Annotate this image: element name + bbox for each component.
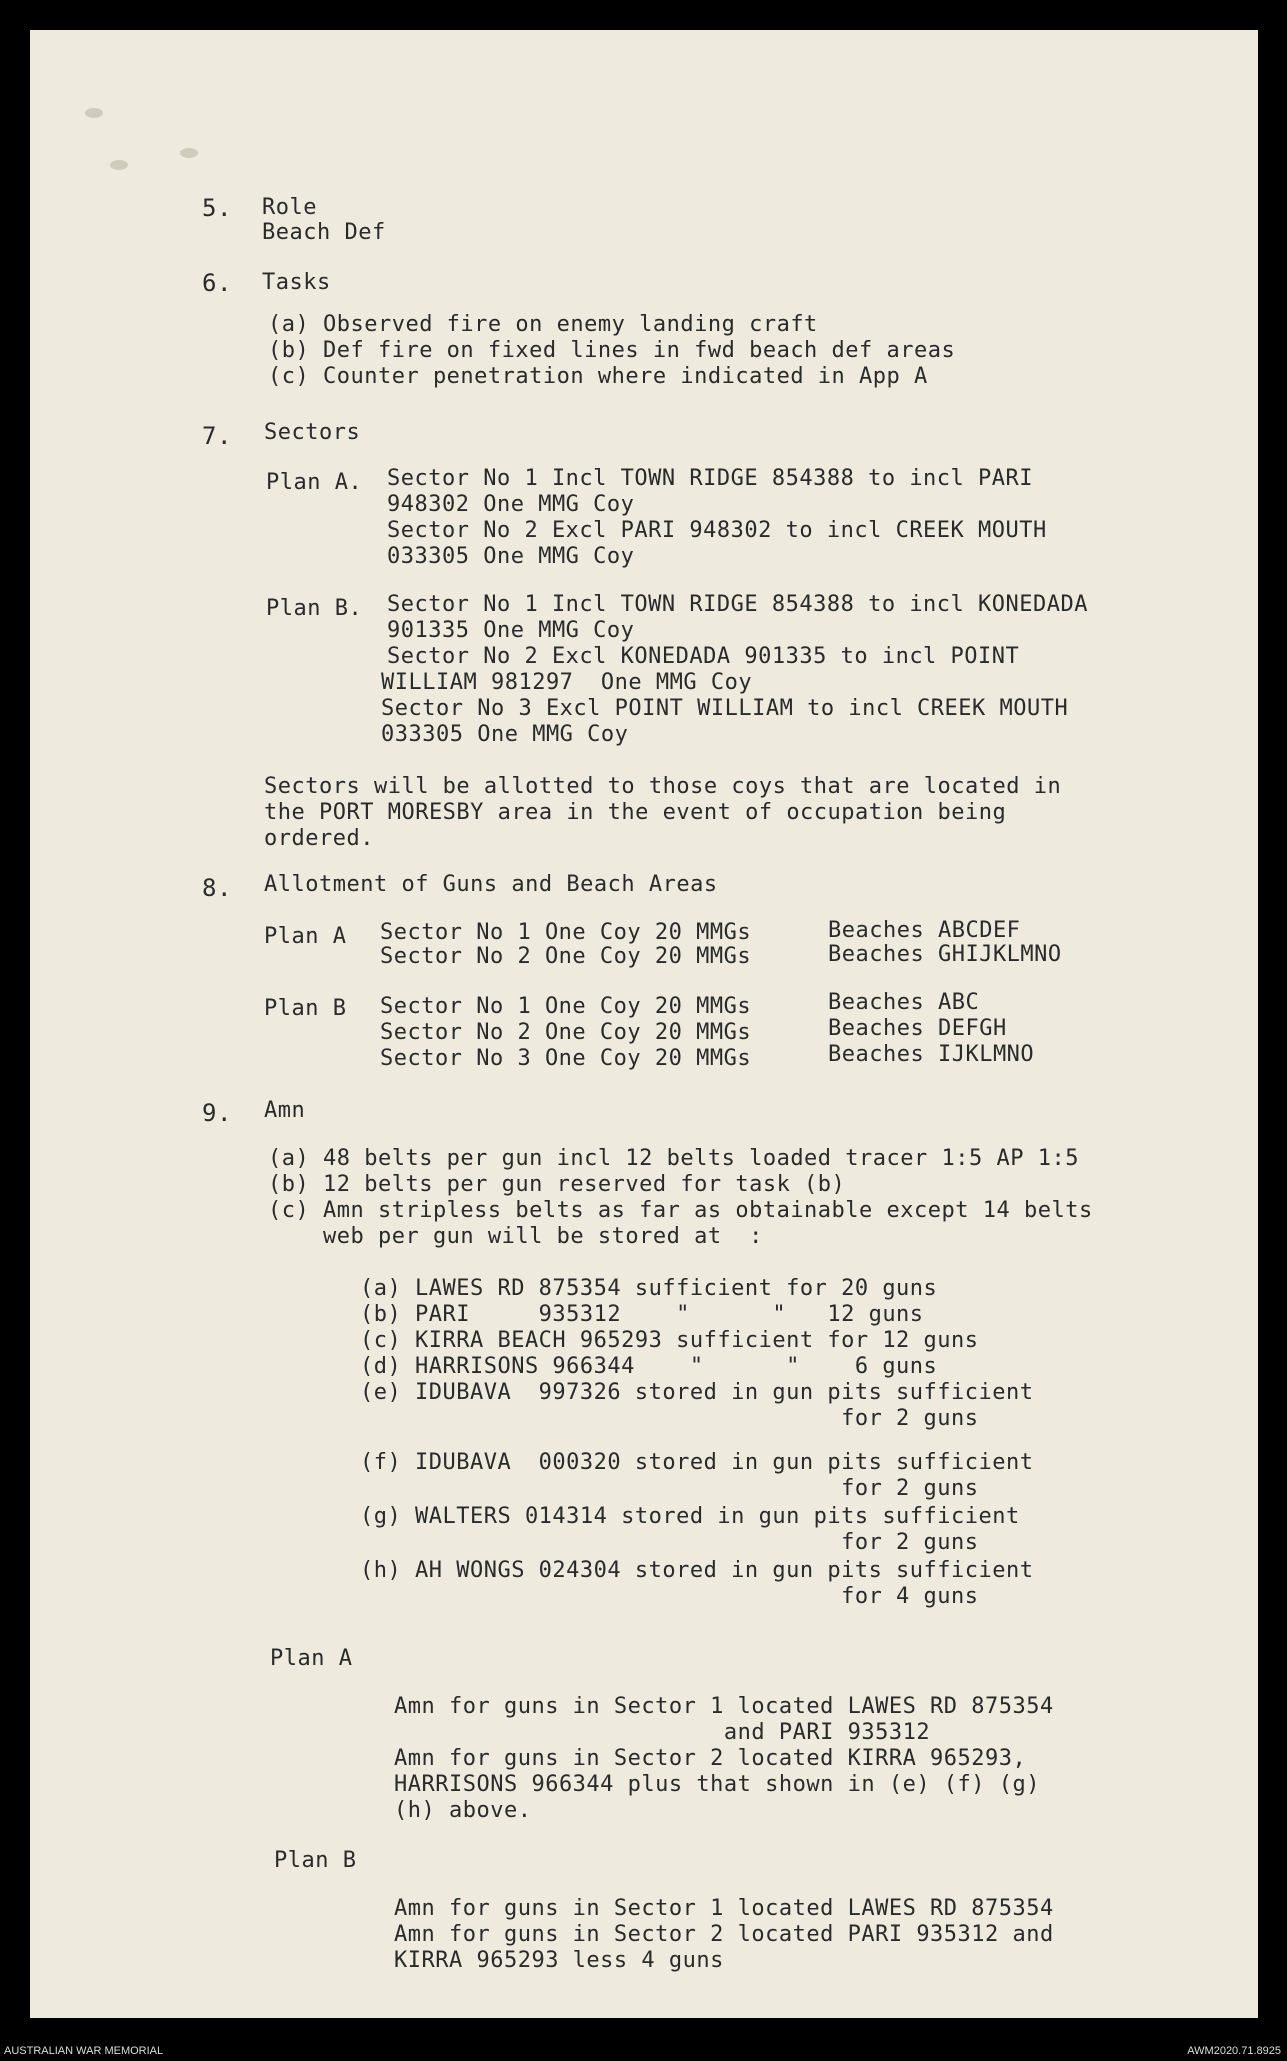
section-5-subtitle: Beach Def — [262, 220, 386, 245]
sectors-plan-a-label: Plan A. — [266, 470, 363, 495]
section-5-title: Role — [262, 195, 317, 220]
amn-plan-a-line: and PARI 935312 — [394, 1720, 931, 1745]
section-8-number: 8. — [202, 874, 232, 902]
allotment-row-beaches: Beaches ABCDEF — [828, 918, 1021, 943]
allotment-row-beaches: Beaches GHIJKLMNO — [828, 942, 1062, 967]
allotment-row-beaches: Beaches DEFGH — [828, 1016, 1007, 1041]
allotment-row-beaches: Beaches ABC — [828, 990, 980, 1015]
task-item: (b) Def fire on fixed lines in fwd beach def areas — [268, 338, 956, 363]
paper-mark — [110, 160, 128, 170]
footer-accession-number: AWM2020.71.8925 — [1187, 2045, 1281, 2057]
task-item: (a) Observed fire on enemy landing craft — [268, 312, 818, 337]
amn-store-line: (c) KIRRA BEACH 965293 sufficient for 12 guns — [360, 1328, 979, 1353]
allotment-row-sector: Sector No 1 One Coy 20 MMGs — [380, 920, 752, 945]
section-9-title: Amn — [264, 1098, 306, 1123]
allotment-plan-b-label: Plan B — [264, 996, 347, 1021]
footer-credit: AUSTRALIAN WAR MEMORIAL — [4, 2045, 164, 2057]
section-7-number: 7. — [202, 422, 232, 450]
allotment-row-sector: Sector No 2 One Coy 20 MMGs — [380, 1020, 752, 1045]
sectors-plan-b-line: 033305 One MMG Coy — [381, 722, 629, 747]
sectors-plan-a-line: Sector No 1 Incl TOWN RIDGE 854388 to incl PARI — [387, 466, 1034, 491]
amn-item: (a) 48 belts per gun incl 12 belts loaded tracer 1:5 AP 1:5 — [268, 1146, 1079, 1171]
section-9-number: 9. — [202, 1099, 232, 1127]
sectors-plan-b-line: Sector No 2 Excl KONEDADA 901335 to incl POINT — [387, 644, 1020, 669]
sectors-plan-b-label: Plan B. — [266, 596, 363, 621]
allotment-row-beaches: Beaches IJKLMNO — [828, 1042, 1035, 1067]
document-page — [30, 30, 1258, 2018]
amn-plan-a-line: Amn for guns in Sector 2 located KIRRA 965293, — [394, 1746, 1027, 1771]
section-7-title: Sectors — [264, 420, 361, 445]
amn-plan-a-line: HARRISONS 966344 plus that shown in (e) (f) (g) — [394, 1772, 1041, 1797]
amn-store-line: (d) HARRISONS 966344 " " 6 guns — [360, 1354, 938, 1379]
amn-item: (c) Amn stripless belts as far as obtainable except 14 belts — [268, 1198, 1093, 1223]
amn-store-line: for 2 guns — [360, 1476, 979, 1501]
sectors-note-line: the PORT MORESBY area in the event of occupation being — [264, 800, 1007, 825]
allotment-row-sector: Sector No 1 One Coy 20 MMGs — [380, 994, 752, 1019]
sectors-plan-a-line: Sector No 2 Excl PARI 948302 to incl CREEK MOUTH — [387, 518, 1047, 543]
sectors-plan-b-line: Sector No 1 Incl TOWN RIDGE 854388 to incl KONEDADA — [387, 592, 1089, 617]
paper-mark — [85, 108, 103, 118]
sectors-plan-b-line: Sector No 3 Excl POINT WILLIAM to incl CREEK MOUTH — [381, 696, 1069, 721]
amn-store-line: (f) IDUBAVA 000320 stored in gun pits sufficient — [360, 1450, 1034, 1475]
allotment-row-sector: Sector No 3 One Coy 20 MMGs — [380, 1046, 752, 1071]
section-6-number: 6. — [202, 269, 232, 297]
amn-plan-b-label: Plan B — [274, 1848, 357, 1873]
amn-plan-b-line: KIRRA 965293 less 4 guns — [394, 1948, 724, 1973]
amn-plan-b-line: Amn for guns in Sector 1 located LAWES RD 875354 — [394, 1896, 1054, 1921]
amn-store-line: (b) PARI 935312 " " 12 guns — [360, 1302, 924, 1327]
amn-plan-a-label: Plan A — [270, 1646, 353, 1671]
section-5-number: 5. — [202, 194, 232, 222]
amn-plan-a-line: (h) above. — [394, 1798, 532, 1823]
sectors-plan-b-line: WILLIAM 981297 One MMG Coy — [381, 670, 753, 695]
amn-store-line: (e) IDUBAVA 997326 stored in gun pits sufficient — [360, 1380, 1034, 1405]
amn-store-line: for 4 guns — [360, 1584, 979, 1609]
sectors-note-line: Sectors will be allotted to those coys that are located in — [264, 774, 1062, 799]
sectors-plan-b-line: 901335 One MMG Coy — [387, 618, 635, 643]
amn-store-line: (a) LAWES RD 875354 sufficient for 20 guns — [360, 1276, 938, 1301]
section-6-title: Tasks — [262, 270, 331, 295]
section-8-title: Allotment of Guns and Beach Areas — [264, 872, 718, 897]
allotment-row-sector: Sector No 2 One Coy 20 MMGs — [380, 944, 752, 969]
amn-plan-b-line: Amn for guns in Sector 2 located PARI 935312 and — [394, 1922, 1054, 1947]
sectors-plan-a-line: 033305 One MMG Coy — [387, 544, 635, 569]
amn-store-line: for 2 guns — [360, 1406, 979, 1431]
paper-mark — [180, 148, 198, 158]
amn-item: (b) 12 belts per gun reserved for task (b) — [268, 1172, 846, 1197]
amn-plan-a-line: Amn for guns in Sector 1 located LAWES RD 875354 — [394, 1694, 1054, 1719]
amn-store-line: (h) AH WONGS 024304 stored in gun pits sufficient — [360, 1558, 1034, 1583]
sectors-note-line: ordered. — [264, 826, 374, 851]
task-item: (c) Counter penetration where indicated in App A — [268, 364, 928, 389]
amn-store-line: for 2 guns — [360, 1530, 979, 1555]
amn-item: web per gun will be stored at : — [268, 1224, 763, 1249]
amn-store-line: (g) WALTERS 014314 stored in gun pits sufficient — [360, 1504, 1020, 1529]
allotment-plan-a-label: Plan A — [264, 924, 347, 949]
sectors-plan-a-line: 948302 One MMG Coy — [387, 492, 635, 517]
